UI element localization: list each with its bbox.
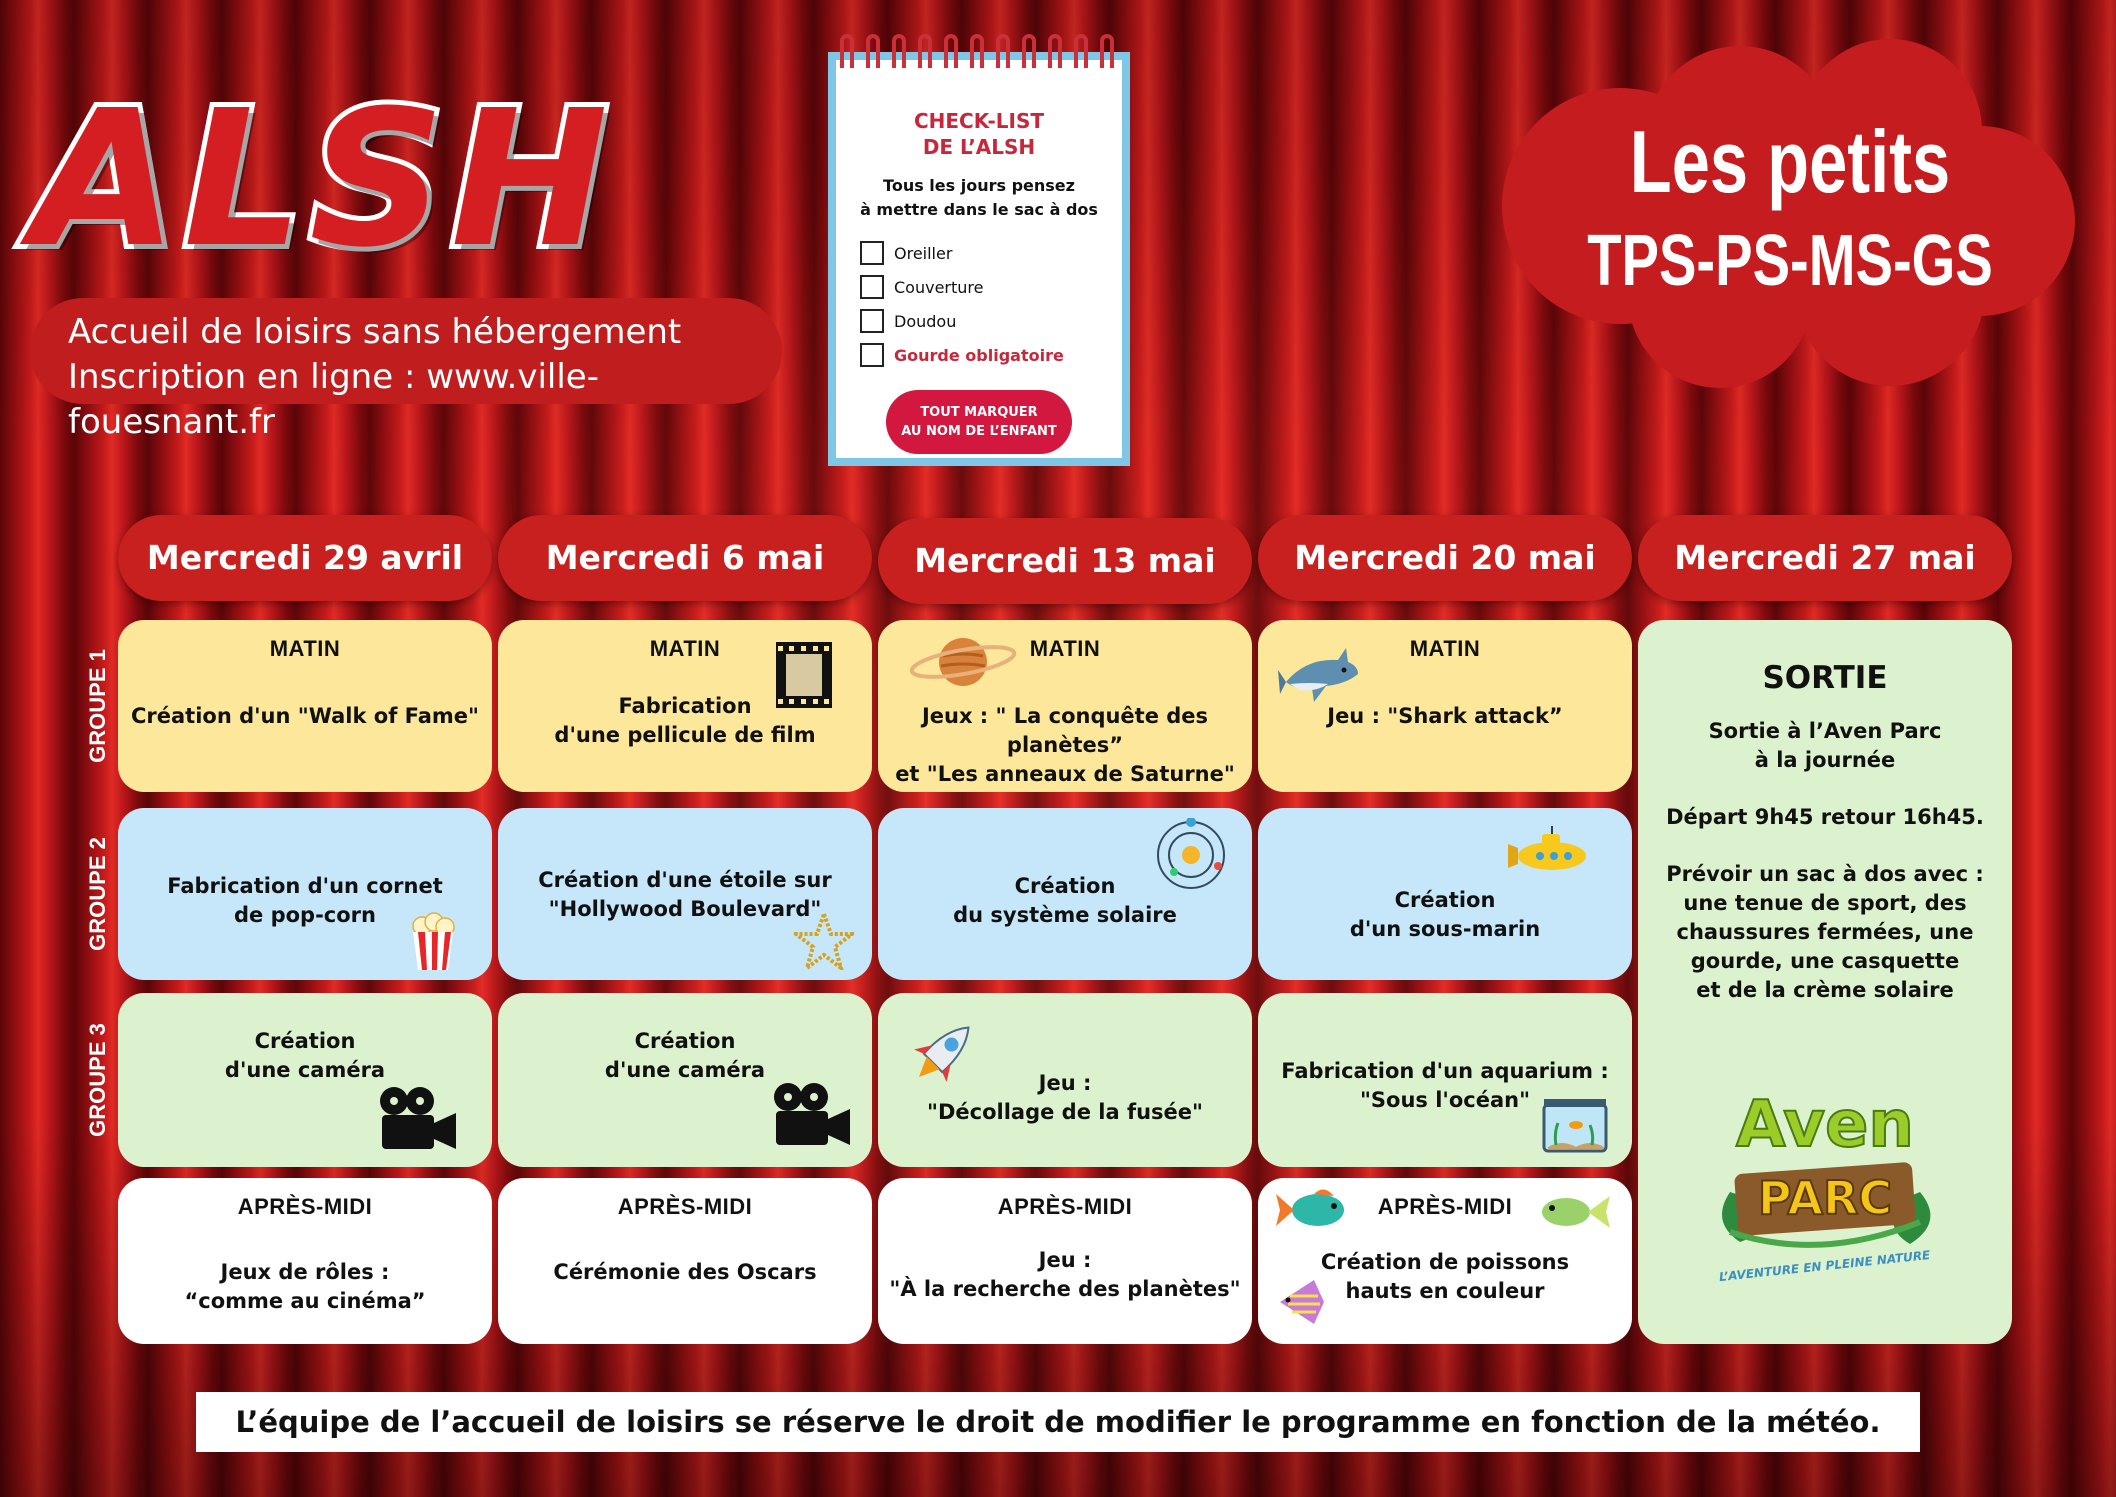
group-label-text: GROUPE 2: [85, 837, 111, 951]
checklist-items: [860, 236, 1122, 372]
group-label: [78, 636, 118, 776]
activity-line: Création: [1394, 888, 1496, 912]
aven-parc-logo: [1700, 1072, 1950, 1292]
subtitle-banner: [30, 298, 782, 442]
aquarium-icon: [1542, 1097, 1608, 1153]
day-header: Mercredi 20 mai: [1258, 515, 1632, 601]
activity-line: "À la recherche des planètes": [889, 1277, 1241, 1301]
activity-line: Création de poissons: [1320, 1250, 1570, 1274]
checklist-item[interactable]: [860, 236, 1122, 270]
solar-system-icon: [1154, 818, 1228, 892]
notepad-spiral-icon: [836, 34, 1126, 74]
film-strip-icon: [776, 642, 832, 708]
subtitle-line-2: Inscription en ligne : www.ville-fouesnant.fr: [68, 357, 599, 442]
day-header: Mercredi 27 mai: [1638, 515, 2012, 601]
checklist-card: [828, 52, 1130, 466]
activity-line: de pop-corn: [234, 903, 376, 927]
activity-line: Fabrication: [618, 694, 752, 718]
activity-line: “comme au cinéma”: [184, 1289, 426, 1313]
activity-line: Création d'une étoile sur: [538, 868, 832, 892]
mark-name-badge: [886, 390, 1072, 454]
activity-line: d'une caméra: [604, 1058, 766, 1082]
fish-icon: [1274, 1272, 1330, 1332]
activity-line: et "Les anneaux de Saturne": [895, 762, 1235, 786]
activity-card: [498, 993, 872, 1167]
outing-line: une tenue de sport, des: [1683, 891, 1967, 915]
outing-line: et de la crème solaire: [1696, 978, 1954, 1002]
day-header: Mercredi 13 mai: [878, 518, 1252, 604]
checklist-item-label: Oreiller: [894, 243, 953, 263]
badge-title: Les petits: [1629, 112, 1951, 211]
activity-line: Création: [1014, 874, 1116, 898]
activity-card: [498, 808, 872, 980]
group-label-text: GROUPE 3: [85, 1023, 111, 1137]
activity-text: [878, 1246, 1252, 1304]
activity-text: [118, 1027, 492, 1085]
session-tag: MATIN: [269, 636, 341, 661]
activity-line: Jeu : "Shark attack”: [1327, 704, 1563, 728]
group-label-text: GROUPE 1: [85, 649, 111, 763]
checklist-title-line-2: DE L’ALSH: [922, 135, 1036, 159]
badge-line-2: AU NOM DE L’ENFANT: [901, 424, 1057, 439]
activity-card: [118, 808, 492, 980]
activity-card: [1258, 1178, 1632, 1344]
shark-icon: [1276, 642, 1360, 718]
activity-line: Création: [254, 1029, 356, 1053]
logo-tagline: L’AVENTURE EN PLEINE NATURE: [1718, 1247, 1931, 1285]
activity-line: "Hollywood Boulevard": [548, 897, 822, 921]
session-tag: MATIN: [649, 636, 721, 661]
activity-text: [878, 702, 1252, 789]
group-label: [78, 1010, 118, 1150]
activity-card: [118, 620, 492, 792]
badge-line-1: TOUT MARQUER: [920, 405, 1038, 420]
group-label: [78, 824, 118, 964]
activity-card: [878, 993, 1252, 1167]
checklist-item-label: Doudou: [894, 311, 957, 331]
logo-word-2: PARC: [1757, 1171, 1893, 1225]
activity-line: d'un sous-marin: [1349, 917, 1541, 941]
outing-destination: [1638, 717, 2012, 775]
checklist-item[interactable]: [860, 304, 1122, 338]
activity-card: [118, 993, 492, 1167]
checklist-title: [836, 108, 1122, 160]
checkbox[interactable]: [860, 241, 884, 265]
checklist-item-label: Couverture: [894, 277, 984, 297]
page-title: ALSH: [32, 70, 615, 289]
activity-line: Jeu :: [1038, 1248, 1092, 1272]
age-group-badge: [1520, 112, 2060, 302]
checkbox[interactable]: [860, 275, 884, 299]
session-tag: APRÈS-MIDI: [237, 1194, 373, 1219]
activity-text: [498, 1027, 872, 1085]
activity-card: [498, 1178, 872, 1344]
activity-text: [498, 1258, 872, 1287]
activity-line: Création: [634, 1029, 736, 1053]
rocket-icon: [904, 1015, 982, 1091]
star-icon: [794, 912, 854, 970]
checklist-intro-line-2: à mettre dans le sac à dos: [860, 200, 1098, 219]
subtitle-line-1: Accueil de loisirs sans hébergement: [68, 312, 682, 352]
activity-line: "Sous l'océan": [1359, 1088, 1531, 1112]
activity-card: [878, 808, 1252, 980]
activity-line: Jeux : " La conquête des planètes”: [921, 704, 1209, 757]
activity-line: Création d'un "Walk of Fame": [130, 704, 479, 728]
activity-line: Fabrication d'un cornet: [167, 874, 443, 898]
activity-card: [1258, 620, 1632, 792]
activity-line: du système solaire: [953, 903, 1177, 927]
session-tag: APRÈS-MIDI: [617, 1194, 753, 1219]
checklist-item[interactable]: [860, 270, 1122, 304]
disclaimer-banner: L’équipe de l’accueil de loisirs se réserve le droit de modifier le programme en fonction de la météo.: [196, 1392, 1920, 1452]
activity-card: [118, 1178, 492, 1344]
day-header: Mercredi 29 avril: [118, 515, 492, 601]
submarine-icon: [1506, 826, 1590, 874]
outing-line: Sortie à l’Aven Parc: [1708, 719, 1942, 743]
session-tag: MATIN: [1409, 636, 1481, 661]
activity-card: [498, 620, 872, 792]
session-tag: APRÈS-MIDI: [997, 1194, 1133, 1219]
activity-card: [878, 1178, 1252, 1344]
outing-line: à la journée: [1754, 748, 1896, 772]
checklist-title-line-1: CHECK-LIST: [913, 109, 1045, 133]
activity-text: [118, 1258, 492, 1316]
session-tag: MATIN: [1029, 636, 1101, 661]
session-tag: APRÈS-MIDI: [1377, 1194, 1513, 1219]
activity-text: [1258, 886, 1632, 944]
checkbox[interactable]: [860, 309, 884, 333]
activity-line: d'une pellicule de film: [554, 723, 816, 747]
activity-card: [1258, 993, 1632, 1167]
outing-line: chaussures fermées, une: [1676, 920, 1974, 944]
outing-packing-list: [1638, 860, 2012, 1005]
movie-camera-icon: [768, 1081, 852, 1149]
saturn-icon: [908, 630, 1018, 694]
day-header: Mercredi 6 mai: [498, 515, 872, 601]
badge-levels: TPS-PS-MS-GS: [1587, 221, 1993, 301]
fish-icon: [1532, 1186, 1612, 1238]
checklist-item[interactable]: [860, 338, 1122, 372]
outing-line: Prévoir un sac à dos avec :: [1666, 862, 1984, 886]
outing-title: SORTIE: [1762, 660, 1888, 696]
outing-times: Départ 9h45 retour 16h45.: [1666, 805, 1984, 829]
activity-line: Fabrication d'un aquarium :: [1281, 1059, 1609, 1083]
logo-word-1: Aven: [1736, 1088, 1914, 1162]
activity-line: hauts en couleur: [1345, 1279, 1545, 1303]
checkbox[interactable]: [860, 343, 884, 367]
activity-line: Jeu :: [1038, 1071, 1092, 1095]
activity-text: [118, 702, 492, 731]
checklist-item-label: Gourde obligatoire: [894, 345, 1064, 365]
activity-line: "Décollage de la fusée": [927, 1100, 1203, 1124]
outing-line: gourde, une casquette: [1690, 949, 1960, 973]
activity-line: Jeux de rôles :: [220, 1260, 390, 1284]
fish-icon: [1274, 1182, 1360, 1238]
activity-line: d'une caméra: [224, 1058, 386, 1082]
checklist-intro-line-1: Tous les jours pensez: [883, 176, 1075, 195]
popcorn-icon: [408, 912, 458, 972]
activity-card: [878, 620, 1252, 792]
outing-card: [1638, 620, 2012, 1344]
activity-line: Cérémonie des Oscars: [553, 1260, 817, 1284]
checklist-intro: [836, 174, 1122, 222]
movie-camera-icon: [374, 1085, 458, 1153]
activity-card: [1258, 808, 1632, 980]
